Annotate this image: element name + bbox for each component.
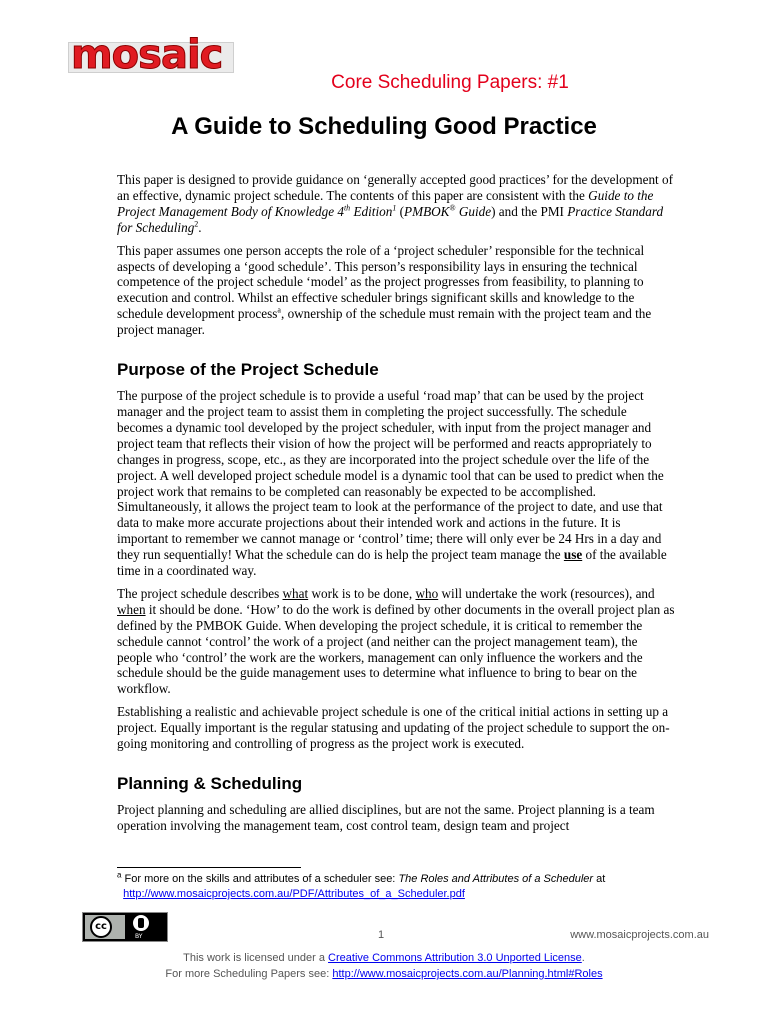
section-heading-planning: Planning & Scheduling <box>117 774 303 793</box>
mosaic-logo <box>68 32 234 78</box>
footnote-link[interactable]: http://www.mosaicprojects.com.au/PDF/Attributes_of_a_Scheduler.pdf <box>123 888 465 900</box>
purpose-paragraph-2: The project schedule describes what work is to be done, who will undertake the work (resources), and when it should be done. ‘How’ to do the work is defined by other documents in the overall project plan as defined by the PMBOK Guide. When developing the project schedule, it is critical to remember the schedule cannot ‘control’ the work of a project (and neither can the project management team), the people who ‘control’ the work are the workers, management can only influence the workers and the schedule should be the guide management uses to determine what influence to bring to bear on the workflow. <box>117 585 675 697</box>
page-number: 1 <box>378 929 385 941</box>
footnote-divider <box>117 867 301 868</box>
footnote: $^a$ For more on the skills and attributes of a scheduler see: The Roles and Attributes of a Scheduler at http://www.mosaicprojects.com.au/PDF/Attributes_of_a_Scheduler.pdf <box>117 870 606 900</box>
license-footer: This work is licensed under a Creative Commons Attribution 3.0 Unported License. For more Scheduling Papers see: http://www.mosaicprojects.com.au/Planning.html#Roles <box>165 952 603 980</box>
license-link[interactable]: Creative Commons Attribution 3.0 Unported License <box>328 952 582 964</box>
logo-text: mosaic <box>71 32 223 78</box>
purpose-paragraph-3: Establishing a realistic and achievable project schedule is one of the critical initial actions in setting up a project. Equally important is the regular statusing and updating of the project schedule to support the on-going monitoring and controlling of progress as the project work is executed. <box>117 704 670 752</box>
more-papers-link[interactable]: http://www.mosaicprojects.com.au/Planning.html#Roles <box>332 968 603 980</box>
intro-paragraph-2: This paper assumes one person accepts the role of a ‘project scheduler’ responsible for the technical aspects of developing a ‘good schedule’. This person’s responsibility lays in ensuring the technical competence of the project schedule ‘model’ as the project progresses from feasibility, to planning to execution and control. Whilst an effective scheduler brings significant skills and knowledge to the schedule development process$^a$, ownership of the schedule must remain with the project team and the project manager. <box>117 242 652 338</box>
footer-website: www.mosaicprojects.com.au <box>570 929 709 941</box>
cc-icon: cc <box>90 916 112 938</box>
creative-commons-badge[interactable] <box>82 912 168 942</box>
intro-paragraph-1: This paper is designed to provide guidance on ‘generally accepted good practices’ for the development of an effective, dynamic project schedule. The contents of this paper are consistent with the Guide to the Project Management Body of Knowledge 4th Edition$^1$ (PMBOK® Guide) and the PMI Practice Standard for Scheduling$^2$. <box>117 172 673 235</box>
document-body <box>117 172 675 841</box>
series-title: Core Scheduling Papers: #1 <box>331 72 569 93</box>
cc-by-label: BY <box>135 933 143 940</box>
purpose-paragraph-1: The purpose of the project schedule is to provide a useful ‘road map’ that can be used by the project manager and the project team to assist them in completing the project successfully. The schedule becomes a dynamic tool developed by the project scheduler, with input from the project manager and project team that reflects their vision of how the project will be performed and reacts appropriately to changes in progress, scope, etc., as they are incorporated into the project schedule over the life of the project. A well developed project schedule model is a dynamic tool that can be used to predict when the project work that remains to be completed can reasonably be expected to be accomplished. Simultaneously, it allows the project team to look at the performance of the project to date, and use that data to make more accurate projections about their intended work and actions in the future. It is important to remember we cannot manage or ‘control’ time; there will only ever be 24 Hrs in a day and they run sequentially! What the schedule can do is help the project team manage the use of the available time in a coordinated way. <box>117 388 667 579</box>
planning-paragraph-1: Project planning and scheduling are allied disciplines, but are not the same. Project planning is a team operation involving the management team, cost control team, design team and project <box>117 802 655 833</box>
section-heading-purpose: Purpose of the Project Schedule <box>117 360 379 380</box>
attribution-person-icon <box>133 915 149 931</box>
page-title: A Guide to Scheduling Good Practice <box>171 113 597 140</box>
